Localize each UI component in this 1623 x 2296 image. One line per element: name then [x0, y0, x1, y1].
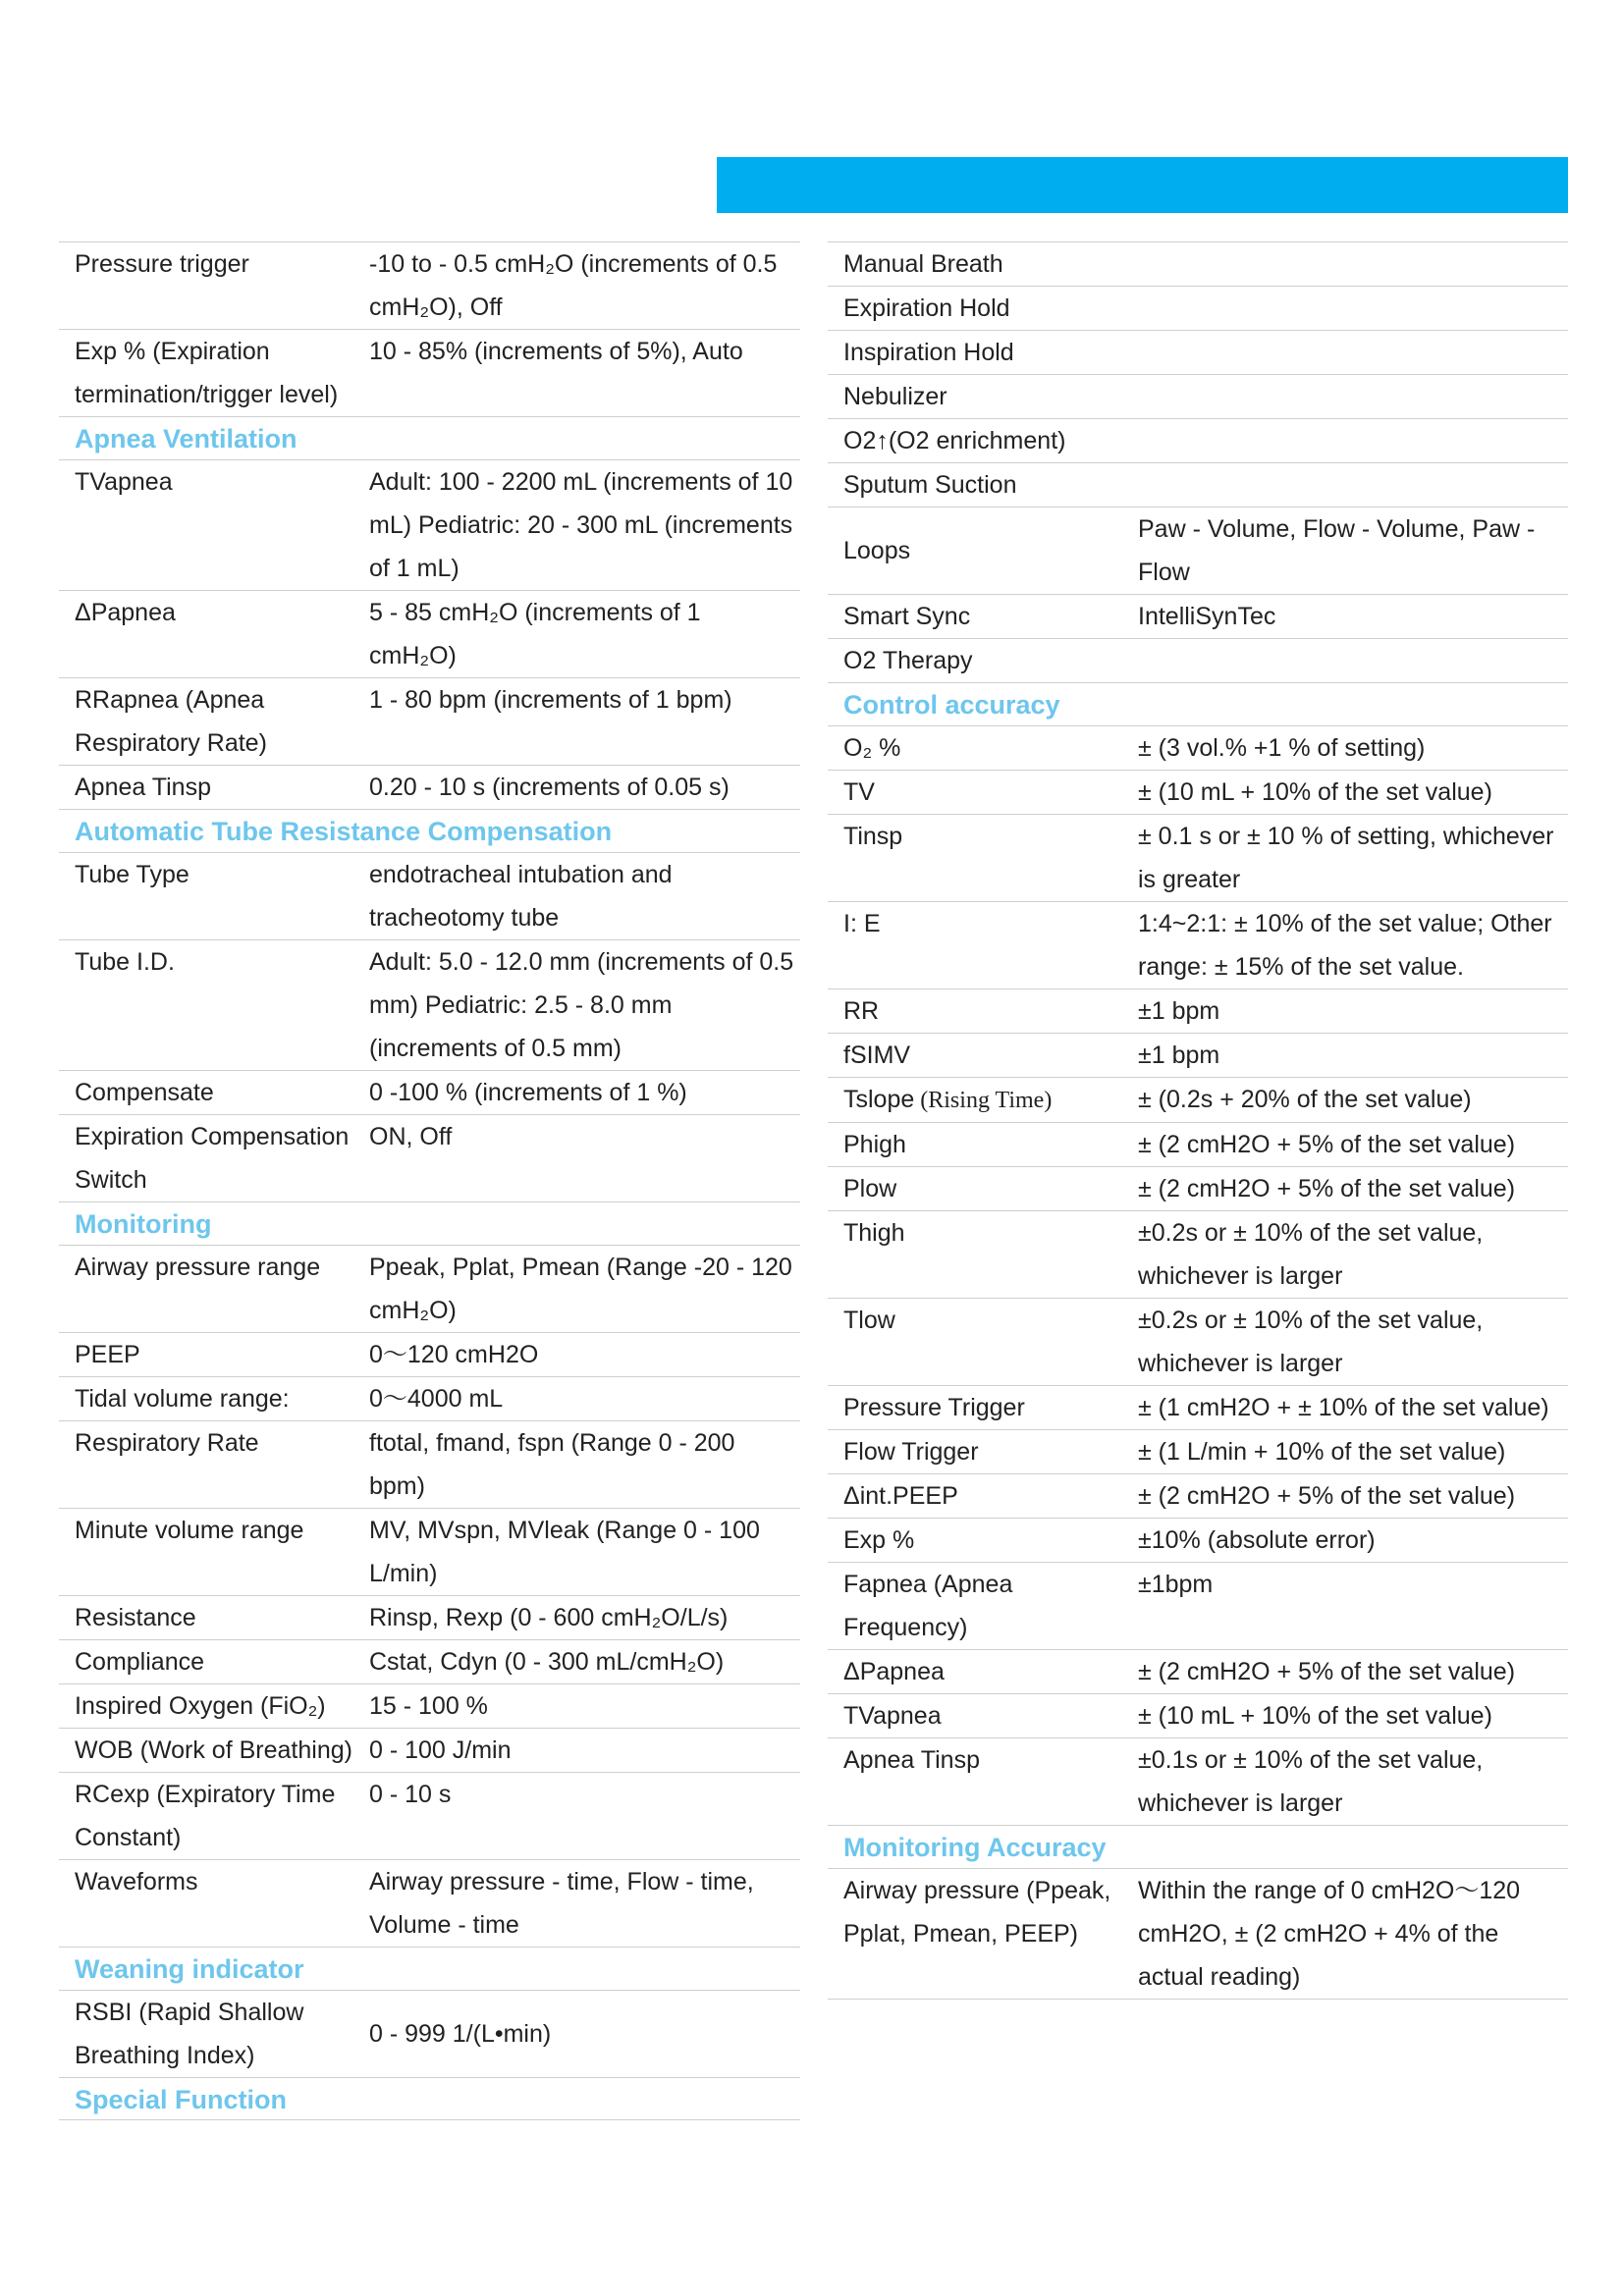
spec-row [828, 241, 1568, 286]
spec-label: Tube I.D. [75, 948, 175, 976]
spec-row [828, 507, 1568, 594]
spec-label: Tlow [843, 1307, 895, 1334]
spec-value: Cstat, Cdyn (0 - 300 mL/cmH₂O) [369, 1648, 725, 1676]
spec-label: Pressure Trigger [843, 1394, 1025, 1421]
spec-row [828, 462, 1568, 507]
spec-row [59, 1376, 800, 1420]
spec-row [828, 988, 1568, 1033]
spec-label: RRapnea (Apnea Respiratory Rate) [75, 686, 267, 757]
spec-value: ftotal, fmand, fspn (Range 0 - 200 bpm) [369, 1429, 735, 1500]
spec-label: RCexp (Expiratory Time Constant) [75, 1781, 336, 1851]
spec-row [828, 1649, 1568, 1693]
spec-label: fSIMV [843, 1041, 911, 1069]
spec-value: ±1 bpm [1138, 1041, 1220, 1069]
spec-value [1138, 331, 1568, 374]
spec-row [59, 1420, 800, 1508]
spec-row [59, 1772, 800, 1859]
spec-row [828, 1868, 1568, 2000]
spec-value [1138, 242, 1568, 286]
spec-row [828, 725, 1568, 770]
spec-row [828, 1737, 1568, 1825]
spec-value [1138, 375, 1568, 418]
spec-value: ± (0.2s + 20% of the set value) [1138, 1086, 1472, 1113]
spec-row [828, 901, 1568, 988]
spec-row [59, 1639, 800, 1683]
spec-row [59, 1245, 800, 1332]
spec-label: Compensate [75, 1079, 214, 1106]
spec-label: Loops [843, 537, 911, 564]
spec-value: ± (2 cmH2O + 5% of the set value) [1138, 1482, 1516, 1510]
spec-value [1138, 287, 1568, 330]
spec-row [828, 1562, 1568, 1649]
spec-value: 5 - 85 cmH₂O (increments of 1 cmH₂O) [369, 599, 701, 669]
spec-row [828, 770, 1568, 814]
spec-value: IntelliSynTec [1138, 603, 1276, 630]
spec-row [828, 330, 1568, 374]
spec-label: Airway pressure (Ppeak, Pplat, Pmean, PEEP) [843, 1877, 1111, 1948]
spec-label: Manual Breath [843, 250, 1003, 278]
spec-value: ± (3 vol.% +1 % of setting) [1138, 734, 1426, 762]
spec-row [828, 638, 1568, 682]
spec-value: ±1 bpm [1138, 997, 1220, 1025]
spec-label: Nebulizer [843, 383, 947, 410]
spec-row [828, 1122, 1568, 1166]
spec-label: Waveforms [75, 1868, 198, 1896]
spec-label: Phigh [843, 1131, 906, 1158]
spec-row [828, 1518, 1568, 1562]
spec-value [1138, 639, 1568, 682]
spec-row [828, 814, 1568, 901]
spec-label: TVapnea [75, 468, 173, 496]
spec-row [828, 418, 1568, 462]
spec-value: Airway pressure - time, Flow - time, Volume - time [369, 1868, 754, 1939]
spec-value: ± 0.1 s or ± 10 % of setting, whichever is greater [1138, 823, 1554, 893]
spec-row [828, 594, 1568, 638]
spec-value: 0～120 cmH2O [369, 1341, 539, 1368]
spec-label: Exp % (Expiration termination/trigger level) [75, 338, 339, 408]
spec-label: ΔPapnea [75, 599, 176, 626]
spec-label: O₂ % [843, 734, 901, 762]
spec-value [1138, 419, 1568, 462]
spec-label: O2 Therapy [843, 647, 973, 674]
spec-label: Tslope (Rising Time) [843, 1086, 1053, 1113]
spec-row [59, 939, 800, 1070]
spec-row [59, 1990, 800, 2077]
spec-label: Apnea Tinsp [75, 774, 211, 801]
spec-value: ± (1 cmH2O + ± 10% of the set value) [1138, 1394, 1549, 1421]
spec-value: 0 - 100 J/min [369, 1736, 512, 1764]
spec-row [828, 1298, 1568, 1385]
spec-label: Expiration Hold [843, 294, 1010, 322]
spec-row [59, 1114, 800, 1201]
spec-label: Airway pressure range [75, 1254, 321, 1281]
spec-label: Inspired Oxygen (FiO₂) [75, 1692, 326, 1720]
spec-value: Adult: 100 - 2200 mL (increments of 10 mL) Pediatric: 20 - 300 mL (increments of 1 mL) [369, 468, 793, 582]
spec-row [828, 1077, 1568, 1122]
spec-label: TV [843, 778, 875, 806]
spec-table-right [828, 241, 1568, 2000]
spec-value [1138, 463, 1568, 507]
spec-row [828, 1033, 1568, 1077]
spec-value: 0 - 10 s [369, 1781, 452, 1808]
spec-row [59, 852, 800, 939]
spec-label: Smart Sync [843, 603, 971, 630]
spec-value: Ppeak, Pplat, Pmean (Range -20 - 120 cmH₂O) [369, 1254, 792, 1324]
spec-value: ± (2 cmH2O + 5% of the set value) [1138, 1131, 1516, 1158]
spec-value: 1:4~2:1: ± 10% of the set value; Other range: ± 15% of the set value. [1138, 910, 1552, 981]
spec-value: ±0.1s or ± 10% of the set value, whichever is larger [1138, 1746, 1484, 1817]
spec-value: ± (2 cmH2O + 5% of the set value) [1138, 1658, 1516, 1685]
spec-label: Inspiration Hold [843, 339, 1014, 366]
spec-row [828, 1429, 1568, 1473]
spec-label: Fapnea (Apnea Frequency) [843, 1571, 1013, 1641]
spec-label: PEEP [75, 1341, 140, 1368]
section-heading: Monitoring Accuracy [828, 1825, 1568, 1868]
spec-value: Rinsp, Rexp (0 - 600 cmH₂O/L/s) [369, 1604, 729, 1631]
spec-row [59, 1508, 800, 1595]
spec-label: Δint.PEEP [843, 1482, 958, 1510]
spec-value: ±10% (absolute error) [1138, 1526, 1376, 1554]
spec-label: Expiration Compensation Switch [75, 1123, 350, 1194]
spec-label: RSBI (Rapid Shallow Breathing Index) [75, 1999, 304, 2069]
spec-value: 0 -100 % (increments of 1 %) [369, 1079, 687, 1106]
spec-label: O2↑(O2 enrichment) [843, 427, 1066, 454]
spec-row [59, 1728, 800, 1772]
spec-label: Tinsp [843, 823, 903, 850]
spec-value: 15 - 100 % [369, 1692, 488, 1720]
spec-row [59, 241, 800, 329]
spec-value: 0～4000 mL [369, 1385, 504, 1413]
section-heading: Weaning indicator [59, 1947, 800, 1990]
spec-label: I: E [843, 910, 881, 937]
spec-row [59, 1859, 800, 1947]
spec-row [828, 286, 1568, 330]
spec-label: Apnea Tinsp [843, 1746, 980, 1774]
spec-value: Within the range of 0 cmH2O～120 cmH2O, ± (2 cmH2O + 4% of the actual reading) [1138, 1877, 1521, 1991]
spec-value: ± (10 mL + 10% of the set value) [1138, 778, 1492, 806]
spec-row [59, 1595, 800, 1639]
spec-label: TVapnea [843, 1702, 942, 1730]
spec-value: 0.20 - 10 s (increments of 0.05 s) [369, 774, 730, 801]
spec-label: Tube Type [75, 861, 189, 888]
spec-row [828, 1210, 1568, 1298]
spec-label: Thigh [843, 1219, 905, 1247]
spec-row [828, 1693, 1568, 1737]
section-heading: Automatic Tube Resistance Compensation [59, 809, 800, 852]
spec-value: ± (10 mL + 10% of the set value) [1138, 1702, 1492, 1730]
spec-row [59, 1070, 800, 1114]
spec-table-left [59, 241, 800, 2120]
spec-value: ±1bpm [1138, 1571, 1214, 1598]
spec-label: Tidal volume range: [75, 1385, 290, 1413]
spec-value: ±0.2s or ± 10% of the set value, whichever is larger [1138, 1307, 1484, 1377]
spec-row [828, 1385, 1568, 1429]
spec-value: endotracheal intubation and tracheotomy tube [369, 861, 673, 932]
spec-value: 0 - 999 1/(L•min) [369, 2020, 552, 2048]
spec-row [59, 590, 800, 677]
spec-label: Respiratory Rate [75, 1429, 259, 1457]
spec-value: ON, Off [369, 1123, 453, 1150]
spec-value: 10 - 85% (increments of 5%), Auto [369, 338, 743, 365]
spec-row [59, 677, 800, 765]
spec-label: Flow Trigger [843, 1438, 979, 1466]
spec-value: Paw - Volume, Flow - Volume, Paw - Flow [1138, 515, 1536, 586]
spec-value: -10 to - 0.5 cmH₂O (increments of 0.5 cmH₂O), Off [369, 250, 778, 321]
spec-row [59, 329, 800, 416]
spec-label: Minute volume range [75, 1517, 304, 1544]
spec-row [828, 1166, 1568, 1210]
spec-value: Adult: 5.0 - 12.0 mm (increments of 0.5 mm) Pediatric: 2.5 - 8.0 mm (increments of 0.5 mm) [369, 948, 794, 1062]
spec-row [59, 1683, 800, 1728]
spec-label: Sputum Suction [843, 471, 1017, 499]
spec-label: WOB (Work of Breathing) [75, 1736, 352, 1764]
spec-row [59, 765, 800, 809]
section-heading: Apnea Ventilation [59, 416, 800, 459]
header-banner [717, 157, 1568, 213]
spec-value: ±0.2s or ± 10% of the set value, whichever is larger [1138, 1219, 1484, 1290]
spec-value: MV, MVspn, MVleak (Range 0 - 100 L/min) [369, 1517, 760, 1587]
spec-row [59, 459, 800, 590]
section-heading: Control accuracy [828, 682, 1568, 725]
spec-row [828, 374, 1568, 418]
spec-row [59, 1332, 800, 1376]
spec-label: Exp % [843, 1526, 915, 1554]
spec-value: ± (2 cmH2O + 5% of the set value) [1138, 1175, 1516, 1202]
spec-label: ΔPapnea [843, 1658, 945, 1685]
spec-label: Plow [843, 1175, 897, 1202]
spec-row [828, 1473, 1568, 1518]
section-heading: Special Function [59, 2077, 800, 2120]
spec-label: Pressure trigger [75, 250, 249, 278]
spec-label: RR [843, 997, 880, 1025]
section-heading: Monitoring [59, 1201, 800, 1245]
spec-label: Compliance [75, 1648, 205, 1676]
spec-value: 1 - 80 bpm (increments of 1 bpm) [369, 686, 732, 714]
spec-label: Resistance [75, 1604, 196, 1631]
spec-value: ± (1 L/min + 10% of the set value) [1138, 1438, 1506, 1466]
